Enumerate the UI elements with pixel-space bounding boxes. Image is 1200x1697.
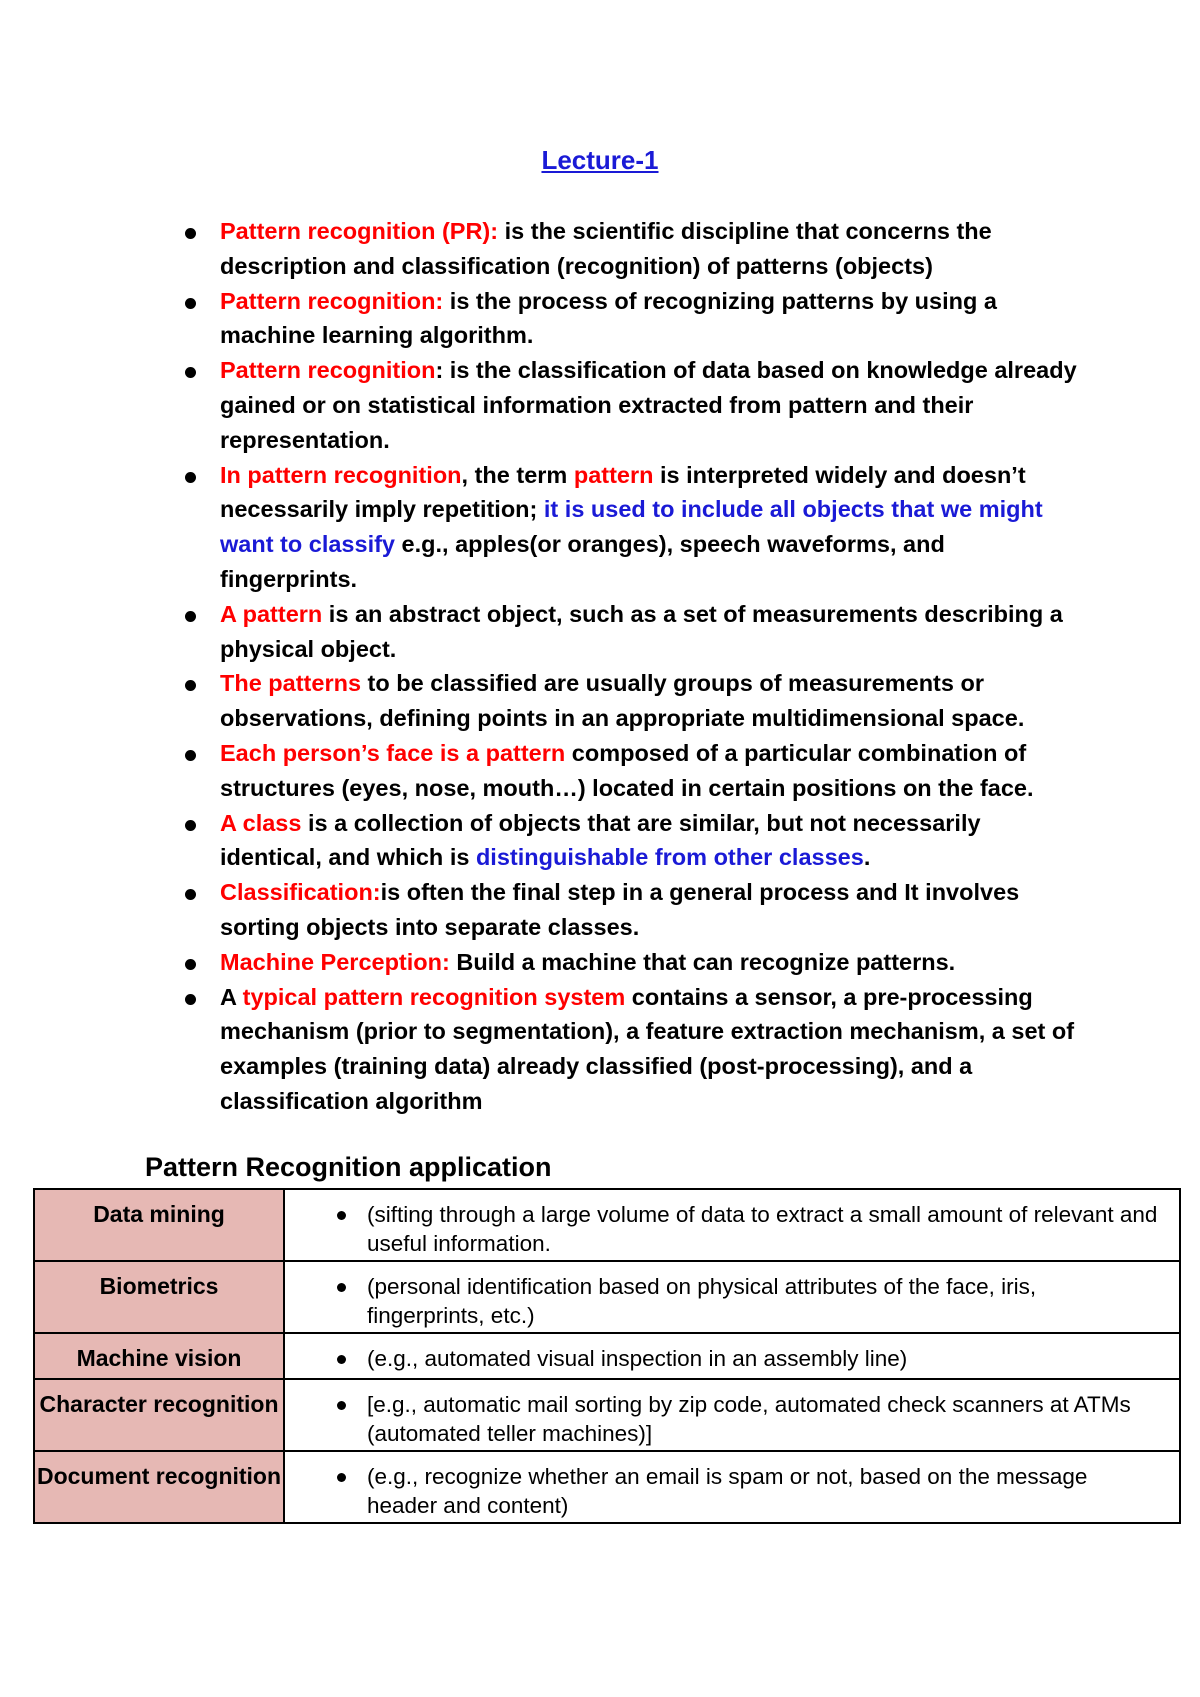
application-label: Character recognition bbox=[34, 1379, 284, 1451]
application-description-cell bbox=[284, 1333, 1180, 1379]
application-description: (e.g., automated visual inspection in an assembly line) bbox=[367, 1346, 908, 1371]
definition-item bbox=[185, 284, 1085, 354]
application-label: Document recognition bbox=[34, 1451, 284, 1523]
definition-item bbox=[185, 806, 1085, 876]
application-label: Machine vision bbox=[34, 1333, 284, 1379]
definition-item bbox=[185, 458, 1085, 597]
bullet-icon bbox=[185, 994, 196, 1005]
bullet-icon bbox=[185, 367, 196, 378]
highlighted-term: Pattern recognition: bbox=[220, 287, 444, 314]
highlighted-term: The patterns bbox=[220, 670, 362, 697]
application-description: (sifting through a large volume of data to extract a small amount of relevant and useful information. bbox=[367, 1202, 1158, 1256]
bullet-icon bbox=[185, 820, 196, 831]
definition-item bbox=[185, 980, 1085, 1119]
definition-item bbox=[185, 666, 1085, 736]
definition-text: . bbox=[863, 844, 871, 871]
definition-item bbox=[185, 597, 1085, 667]
bullet-icon bbox=[185, 889, 196, 900]
highlighted-term: Each person’s face is a pattern bbox=[220, 739, 566, 766]
definition-text: is interpreted widely and doesn’t necessarily imply repetition; bbox=[220, 461, 1026, 523]
applications-table-body bbox=[34, 1189, 1180, 1523]
emphasized-text: it is used to include all objects that we might want to classify bbox=[220, 496, 1043, 558]
bullet-icon bbox=[185, 680, 196, 691]
definition-text: contains a sensor, a pre-processing mechanism (prior to segmentation), a feature extraction mechanism, a set of examples (training data) already classified (post-processing), and a classification algorithm bbox=[220, 983, 1075, 1114]
definition-text: is an abstract object, such as a set of measurements describing a physical object. bbox=[220, 600, 1063, 662]
table-row bbox=[34, 1379, 1180, 1451]
definition-text: is often the final step in a general process and It involves sorting objects into separate classes. bbox=[220, 879, 1020, 940]
bullet-icon bbox=[337, 1473, 346, 1482]
table-row bbox=[34, 1451, 1180, 1523]
bullet-icon bbox=[185, 472, 196, 483]
page-title: Lecture-1 bbox=[541, 145, 659, 175]
bullet-icon bbox=[185, 228, 196, 239]
definition-item bbox=[185, 945, 1085, 980]
definition-text: e.g., apples(or oranges), speech waveforms, and fingerprints. bbox=[220, 531, 945, 592]
definition-text: Build a machine that can recognize patterns. bbox=[449, 948, 956, 975]
definition-text: : is the classification of data based on knowledge already gained or on statistical information extracted from pattern and their representation. bbox=[220, 357, 1077, 453]
emphasized-text: distinguishable from other classes bbox=[475, 844, 864, 871]
highlighted-term: Pattern recognition bbox=[220, 357, 436, 384]
applications-table bbox=[33, 1188, 1181, 1524]
definition-text: A bbox=[220, 983, 243, 1010]
definition-text: is the scientific discipline that concerns the description and classification (recognition) of patterns (objects) bbox=[220, 218, 992, 279]
table-row bbox=[34, 1333, 1180, 1379]
highlighted-term: Classification: bbox=[220, 879, 381, 906]
bullet-icon bbox=[337, 1355, 346, 1364]
definition-item bbox=[185, 214, 1085, 284]
applications-heading: Pattern Recognition application bbox=[145, 1152, 552, 1182]
bullet-icon bbox=[185, 611, 196, 622]
application-description-cell bbox=[284, 1189, 1180, 1261]
table-row bbox=[34, 1261, 1180, 1333]
application-description: [e.g., automatic mail sorting by zip code, automated check scanners at ATMs (automated teller machines)] bbox=[367, 1392, 1131, 1446]
bullet-icon bbox=[337, 1401, 346, 1410]
application-description-cell bbox=[284, 1451, 1180, 1523]
highlighted-term: Pattern recognition (PR): bbox=[220, 218, 499, 244]
bullet-icon bbox=[185, 298, 196, 309]
highlighted-term: typical pattern recognition system bbox=[242, 983, 626, 1010]
highlighted-term: A class bbox=[220, 809, 302, 836]
definition-item bbox=[185, 875, 1085, 945]
highlighted-term: A pattern bbox=[220, 600, 323, 627]
definition-text: is a collection of objects that are similar, but not necessarily identical, and which is bbox=[220, 809, 981, 871]
highlighted-term: Machine Perception: bbox=[220, 948, 450, 975]
bullet-icon bbox=[185, 750, 196, 761]
definitions-list bbox=[185, 214, 1085, 1119]
application-description-cell bbox=[284, 1261, 1180, 1333]
application-label: Data mining bbox=[34, 1189, 284, 1261]
application-description: (e.g., recognize whether an email is spam or not, based on the message header and content) bbox=[367, 1464, 1088, 1518]
highlighted-term: In pattern recognition bbox=[220, 461, 462, 488]
highlighted-term: pattern bbox=[573, 461, 654, 488]
definition-item bbox=[185, 353, 1085, 457]
definition-text: is the process of recognizing patterns by using a machine learning algorithm. bbox=[220, 287, 997, 349]
table-row bbox=[34, 1189, 1180, 1261]
definition-item bbox=[185, 736, 1085, 806]
definition-text: composed of a particular combination of structures (eyes, nose, mouth…) located in certain positions on the face. bbox=[220, 739, 1034, 801]
application-description-cell bbox=[284, 1379, 1180, 1451]
definition-text: , the term bbox=[461, 461, 574, 488]
bullet-icon bbox=[337, 1211, 346, 1220]
application-description: (personal identification based on physical attributes of the face, iris, fingerprints, etc.) bbox=[367, 1274, 1037, 1328]
bullet-icon bbox=[185, 959, 196, 970]
definition-text: to be classified are usually groups of measurements or observations, defining points in an appropriate multidimensional space. bbox=[220, 670, 1025, 732]
application-label: Biometrics bbox=[34, 1261, 284, 1333]
bullet-icon bbox=[337, 1283, 346, 1292]
